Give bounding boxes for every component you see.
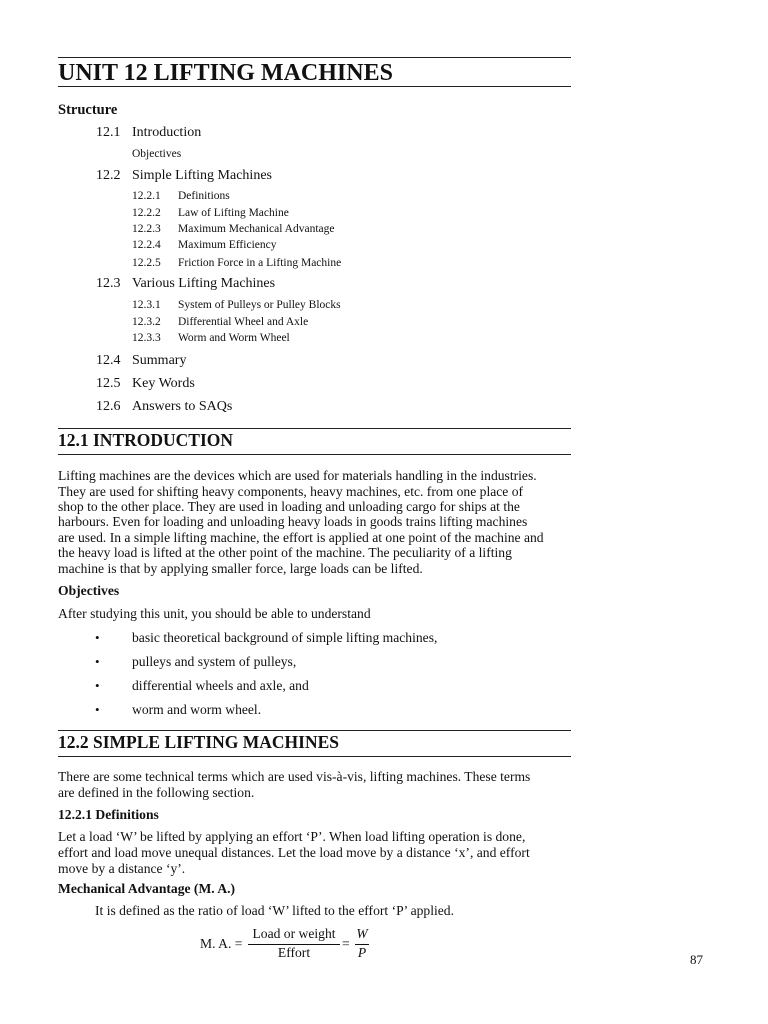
intro-line: are used. In a simple lifting machine, the effort is applied at one point of the machine and	[58, 530, 544, 545]
toc-num-12-4: 12.4	[96, 353, 121, 368]
toc-sub-num: 12.2.5	[132, 257, 161, 269]
objective-item: pulleys and system of pulleys,	[132, 654, 297, 669]
toc-num-12-3: 12.3	[96, 276, 121, 291]
toc-sub-label: Maximum Efficiency	[178, 239, 277, 251]
toc-label-various-lifting: Various Lifting Machines	[132, 276, 276, 291]
simple-bottom-rule	[58, 756, 571, 757]
toc-sub-num: 12.2.3	[132, 223, 161, 235]
intro-top-rule	[58, 428, 571, 429]
intro-line: They are used for shifting heavy components, heavy machines, etc. from one place of	[58, 484, 524, 499]
page-number: 87	[690, 952, 703, 967]
toc-sub-num: 12.2.2	[132, 207, 161, 219]
bullet-marker: •	[95, 630, 100, 645]
toc-num-12-6: 12.6	[96, 399, 121, 414]
toc-sub-num: 12.3.3	[132, 332, 161, 344]
formula-numerator-2: W	[356, 926, 368, 941]
simple-top-rule	[58, 730, 571, 731]
objectives-heading: Objectives	[58, 583, 120, 598]
intro-line: the heavy load is lifted at the other point of the machine. The peculiarity of a lifting	[58, 545, 512, 560]
toc-sub-num: 12.3.1	[132, 299, 161, 311]
toc-label-answers: Answers to SAQs	[132, 399, 233, 414]
intro-heading: 12.1 INTRODUCTION	[58, 430, 234, 450]
objective-item: worm and worm wheel.	[132, 702, 262, 717]
toc-sub-num: 12.3.2	[132, 316, 161, 328]
intro-line: Lifting machines are the devices which are used for materials handling in the industries.	[58, 468, 537, 483]
formula-lhs: M. A. =	[200, 936, 243, 951]
toc-label-simple-lifting: Simple Lifting Machines	[132, 168, 272, 183]
bullet-marker: •	[95, 678, 100, 693]
toc-num-12-5: 12.5	[96, 376, 121, 391]
toc-label-key-words: Key Words	[132, 376, 195, 391]
intro-line: harbours. Even for loading and unloading heavy loads in goods trains lifting machines	[58, 514, 528, 529]
definitions-line: move by a distance ‘y’.	[58, 861, 186, 876]
toc-num-12-1: 12.1	[96, 125, 121, 140]
intro-bottom-rule	[58, 454, 571, 455]
objective-item: basic theoretical background of simple lifting machines,	[132, 630, 438, 645]
toc-sub-label: Maximum Mechanical Advantage	[178, 223, 335, 235]
structure-heading: Structure	[58, 102, 118, 118]
simple-line: are defined in the following section.	[58, 785, 255, 800]
simple-line: There are some technical terms which are used vis-à-vis, lifting machines. These terms	[58, 769, 531, 784]
formula-denominator-1: Effort	[277, 945, 311, 960]
intro-line: shop to the other place. They are used in loading and unloading cargo for ships at the	[58, 499, 520, 514]
intro-line: machine is that by applying smaller force, large loads can be lifted.	[58, 561, 423, 576]
bullet-marker: •	[95, 654, 100, 669]
bullet-marker: •	[95, 702, 100, 717]
title-bottom-rule	[58, 86, 571, 87]
definitions-line: effort and load move unequal distances. Let the load move by a distance ‘x’, and effort	[58, 845, 530, 860]
ma-heading: Mechanical Advantage (M. A.)	[58, 881, 236, 896]
toc-sub-label: Worm and Worm Wheel	[178, 332, 290, 344]
toc-sub-label: Definitions	[178, 190, 230, 202]
definitions-heading: 12.2.1 Definitions	[58, 807, 159, 822]
toc-label-introduction: Introduction	[132, 125, 202, 140]
toc-sub-label: Law of Lifting Machine	[178, 207, 289, 219]
toc-sub-label: Friction Force in a Lifting Machine	[178, 257, 342, 269]
toc-sub-objectives: Objectives	[132, 148, 182, 160]
formula-numerator-1: Load or weight	[252, 926, 336, 941]
objective-item: differential wheels and axle, and	[132, 678, 309, 693]
formula-denominator-2: P	[357, 945, 367, 960]
toc-sub-label: System of Pulleys or Pulley Blocks	[178, 299, 341, 311]
simple-heading: 12.2 SIMPLE LIFTING MACHINES	[58, 732, 340, 752]
toc-sub-num: 12.2.1	[132, 190, 161, 202]
ma-definition: It is defined as the ratio of load ‘W’ lifted to the effort ‘P’ applied.	[95, 903, 454, 918]
formula-equals: =	[342, 936, 350, 951]
title-top-rule	[58, 57, 571, 58]
toc-sub-num: 12.2.4	[132, 239, 161, 251]
objectives-lead: After studying this unit, you should be able to understand	[58, 606, 371, 621]
definitions-line: Let a load ‘W’ be lifted by applying an effort ‘P’. When load lifting operation is done,	[58, 829, 526, 844]
toc-sub-label: Differential Wheel and Axle	[178, 316, 309, 328]
unit-title: UNIT 12 LIFTING MACHINES	[58, 60, 393, 86]
toc-num-12-2: 12.2	[96, 168, 121, 183]
toc-label-summary: Summary	[132, 353, 187, 368]
